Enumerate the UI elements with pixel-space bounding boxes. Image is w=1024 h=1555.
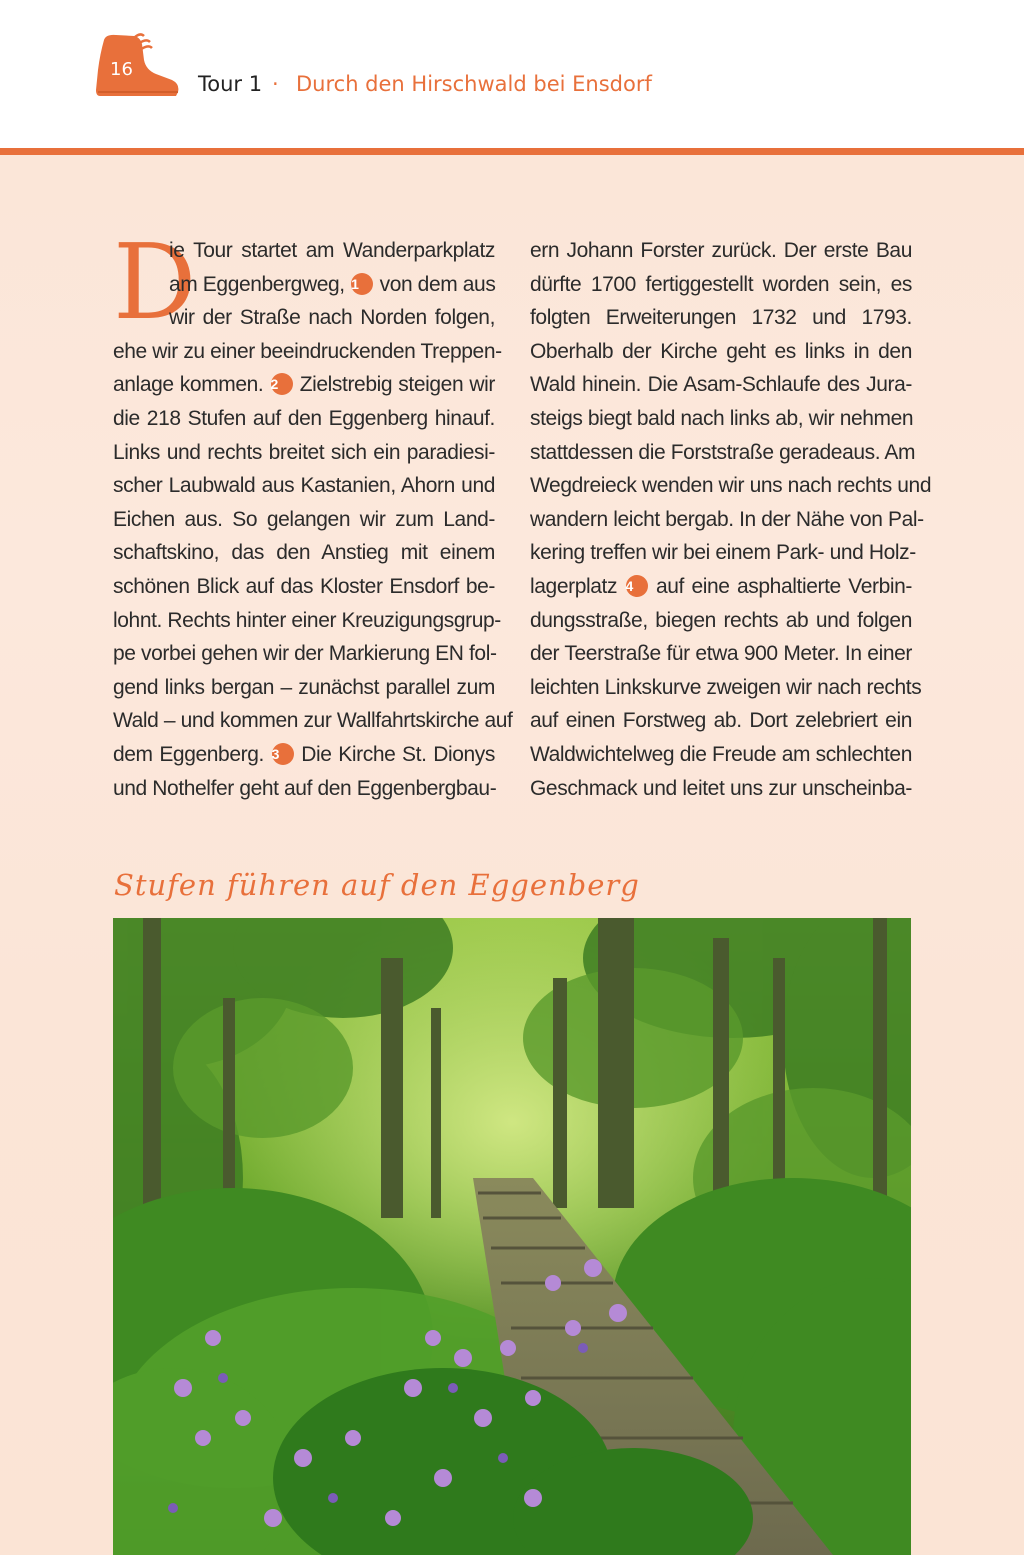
text-line: lagerplatz 4 auf eine asphaltierte Verbin-: [530, 574, 912, 598]
text-line: leichten Linkskurve zweigen wir nach rechts: [530, 675, 922, 699]
drop-cap: D: [113, 221, 197, 343]
waypoint-marker-2: 2: [271, 373, 293, 395]
text-line: ehe wir zu einer beeindruckenden Treppen-: [113, 339, 502, 363]
text-line: schönen Blick auf das Kloster Ensdorf be-: [113, 574, 495, 598]
text-line: Links und rechts breitet sich ein paradiesi-: [113, 440, 495, 464]
text-line: auf einen Forstweg ab. Dort zelebriert ein: [530, 709, 912, 733]
text-line: Geschmack und leitet uns zur unscheinba-: [530, 776, 912, 800]
text-line: ern Johann Forster zurück. Der erste Bau: [530, 239, 912, 262]
text-line: und Nothelfer geht auf den Eggenbergbau-: [113, 776, 497, 800]
forest-illustration: [113, 918, 911, 1555]
text-line: stattdessen die Forststraße geradeaus. Am: [530, 440, 916, 464]
text-line: schaftskino, das den Anstieg mit einem: [113, 541, 495, 565]
text-line: Waldwichtelweg die Freude am schlechten: [530, 742, 912, 766]
text-column-right: [530, 234, 932, 805]
waypoint-marker-1: 1: [351, 273, 373, 295]
tour-label: Tour 1: [198, 72, 263, 96]
text-line: pe vorbei gehen wir der Markierung EN fol-: [113, 642, 497, 666]
header-rule: [0, 148, 1024, 155]
text-line: Eichen aus. So gelangen wir zum Land-: [113, 507, 495, 531]
text-line: kering treffen wir bei einem Park- und Holz-: [530, 541, 916, 565]
page-header: [0, 0, 1024, 148]
text-line: der Teerstraße für etwa 900 Meter. In einer: [530, 642, 912, 666]
text-line: Wald – und kommen zur Wallfahrtskirche auf: [113, 709, 513, 733]
text-line: ie Tour startet am Wanderparkplatz: [169, 239, 495, 262]
text-line: Wald hinein. Die Asam-Schlaufe des Jura-: [530, 373, 912, 397]
text-line: dungsstraße, biegen rechts ab und folgen: [530, 608, 912, 632]
tour-title: Durch den Hirschwald bei Ensdorf: [296, 72, 652, 96]
text-line: dem Eggenberg. 3 Die Kirche St. Dionys: [113, 742, 495, 766]
text-line: scher Laubwald aus Kastanien, Ahorn und: [113, 474, 495, 498]
text-line: steigs biegt bald nach links ab, wir nehmen: [530, 406, 914, 430]
text-line: Wegdreieck wenden wir uns nach rechts und: [530, 474, 932, 498]
text-line: die 218 Stufen auf den Eggenberg hinauf.: [113, 406, 495, 430]
text-line: wir der Straße nach Norden folgen,: [169, 306, 495, 330]
text-column-left: [113, 221, 513, 805]
text-line: folgten Erweiterungen 1732 und 1793.: [530, 306, 912, 330]
waypoint-marker-4: 4: [626, 575, 648, 597]
text-line: lohnt. Rechts hinter einer Kreuzigungsgrup-: [113, 608, 501, 632]
page-number: 16: [110, 59, 133, 80]
text-line: am Eggenbergweg, 1 von dem aus: [169, 272, 496, 296]
text-line: dürfte 1700 fertiggestellt worden sein, es: [530, 272, 912, 296]
forest-stairs-photo: [113, 918, 911, 1555]
waypoint-marker-3: 3: [272, 743, 294, 765]
header-separator: ·: [272, 72, 279, 96]
text-line: gend links bergan – zunächst parallel zum: [113, 675, 495, 699]
photo-caption: Stufen führen auf den Eggenberg: [114, 868, 640, 902]
text-line: wandern leicht bergab. In der Nähe von Pal-: [530, 507, 924, 531]
text-line: anlage kommen. 2 Zielstrebig steigen wir: [113, 373, 495, 397]
text-line: Oberhalb der Kirche geht es links in den: [530, 339, 912, 363]
